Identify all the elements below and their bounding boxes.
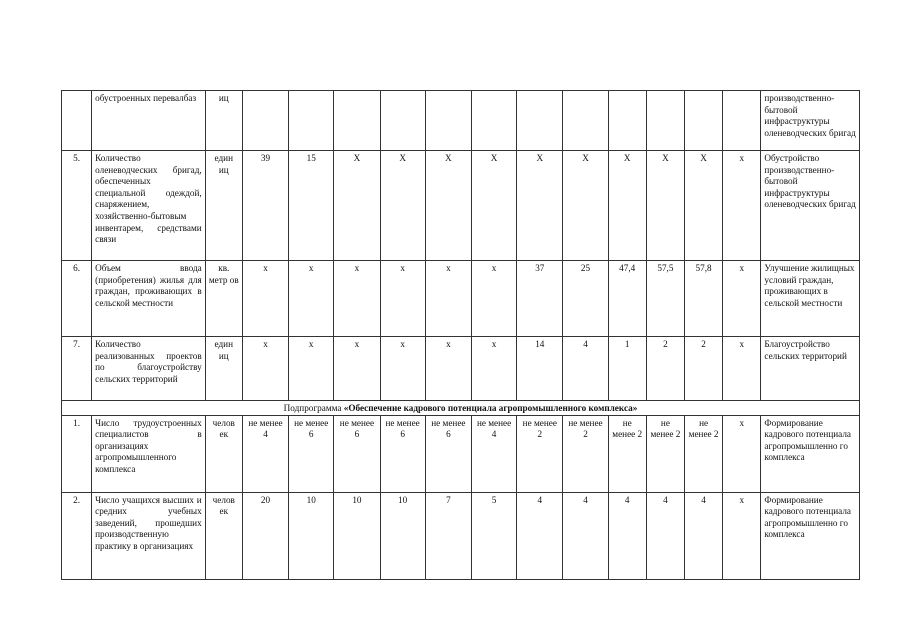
value-cell: X: [425, 151, 471, 261]
value-cell: не менее 6: [334, 415, 380, 492]
value-cell: 10: [289, 492, 334, 579]
table-row: [62, 261, 860, 337]
value-cell: 57,5: [646, 261, 684, 337]
value-cell: X: [517, 151, 563, 261]
value-cell: X: [646, 151, 684, 261]
value-cell: [646, 91, 684, 151]
value-cell: x: [723, 492, 761, 579]
value-cell: не менее 2: [608, 415, 646, 492]
value-cell: не менее 2: [517, 415, 563, 492]
subprogram-prefix: Подпрограмма: [283, 403, 344, 413]
indicator-name: обустроенных перевалбаз: [92, 91, 206, 151]
value-cell: x: [471, 261, 516, 337]
value-cell: X: [471, 151, 516, 261]
value-cell: x: [723, 337, 761, 401]
result-cell: Формирование кадрового потенциала агропромышленно го комплекса: [761, 492, 860, 579]
result-cell: Формирование кадрового потенциала агропромышленно го комплекса: [761, 415, 860, 492]
table-row: [62, 91, 860, 151]
value-cell: не менее 6: [289, 415, 334, 492]
value-cell: 47,4: [608, 261, 646, 337]
value-cell: x: [242, 261, 288, 337]
value-cell: X: [563, 151, 608, 261]
value-cell: не менее 4: [242, 415, 288, 492]
value-cell: 10: [334, 492, 380, 579]
row-number: 1.: [62, 415, 92, 492]
value-cell: x: [380, 261, 425, 337]
row-number: 7.: [62, 337, 92, 401]
row-number: 2.: [62, 492, 92, 579]
value-cell: X: [685, 151, 723, 261]
value-cell: x: [425, 261, 471, 337]
value-cell: 5: [471, 492, 516, 579]
indicator-name: Число трудоустроенных специалистов в организациях агропромышленного комплекса: [92, 415, 206, 492]
subprogram-name: «Обеспечение кадрового потенциала агропромышленного комплекса»: [343, 403, 638, 413]
value-cell: 14: [517, 337, 563, 401]
value-cell: [608, 91, 646, 151]
table-row: [62, 415, 860, 492]
indicator-name: Число учащихся высших и средних учебных заведений, прошедших производственную практику в организациях: [92, 492, 206, 579]
value-cell: не менее 2: [685, 415, 723, 492]
value-cell: 15: [289, 151, 334, 261]
value-cell: [685, 91, 723, 151]
subprogram-row: [62, 401, 860, 416]
table-row: [62, 151, 860, 261]
unit-cell: един иц: [205, 337, 242, 401]
value-cell: x: [723, 261, 761, 337]
value-cell: x: [334, 337, 380, 401]
value-cell: не менее 6: [380, 415, 425, 492]
value-cell: x: [471, 337, 516, 401]
value-cell: 10: [380, 492, 425, 579]
value-cell: не менее 2: [563, 415, 608, 492]
unit-cell: един иц: [205, 151, 242, 261]
value-cell: 20: [242, 492, 288, 579]
result-cell: Благоустройство сельских территорий: [761, 337, 860, 401]
indicator-name: Объем ввода (приобретения) жилья для граждан, проживающих в сельской местности: [92, 261, 206, 337]
value-cell: не менее 2: [646, 415, 684, 492]
value-cell: x: [289, 337, 334, 401]
indicator-name: Количество оленеводческих бригад, обеспеченных специальной одеждой, снаряжением, хозяйственно-бытовым инвентарем, средствами связи: [92, 151, 206, 261]
value-cell: не менее 4: [471, 415, 516, 492]
result-cell: производственно-бытовой инфраструктуры оленеводческих бригад: [761, 91, 860, 151]
value-cell: 57,8: [685, 261, 723, 337]
value-cell: 4: [608, 492, 646, 579]
value-cell: 7: [425, 492, 471, 579]
value-cell: 37: [517, 261, 563, 337]
indicator-name: Количество реализованных проектов по благоустройству сельских территорий: [92, 337, 206, 401]
value-cell: 4: [646, 492, 684, 579]
value-cell: 4: [563, 337, 608, 401]
value-cell: 4: [517, 492, 563, 579]
indicators-table: [61, 90, 860, 580]
value-cell: не менее 6: [425, 415, 471, 492]
value-cell: x: [723, 151, 761, 261]
unit-cell: иц: [205, 91, 242, 151]
value-cell: x: [334, 261, 380, 337]
value-cell: x: [723, 415, 761, 492]
subprogram-title: [62, 401, 860, 416]
value-cell: [723, 91, 761, 151]
value-cell: X: [608, 151, 646, 261]
result-cell: Улучшение жилищных условий граждан, проживающих в сельской местности: [761, 261, 860, 337]
value-cell: [380, 91, 425, 151]
value-cell: [425, 91, 471, 151]
row-number: [62, 91, 92, 151]
value-cell: [289, 91, 334, 151]
value-cell: [563, 91, 608, 151]
value-cell: 39: [242, 151, 288, 261]
value-cell: x: [242, 337, 288, 401]
value-cell: 4: [563, 492, 608, 579]
unit-cell: челов ек: [205, 492, 242, 579]
value-cell: x: [425, 337, 471, 401]
value-cell: x: [380, 337, 425, 401]
value-cell: 2: [685, 337, 723, 401]
value-cell: 4: [685, 492, 723, 579]
value-cell: [517, 91, 563, 151]
value-cell: 2: [646, 337, 684, 401]
value-cell: 25: [563, 261, 608, 337]
value-cell: [334, 91, 380, 151]
row-number: 6.: [62, 261, 92, 337]
row-number: 5.: [62, 151, 92, 261]
table-row: [62, 492, 860, 579]
value-cell: x: [289, 261, 334, 337]
unit-cell: кв. метр ов: [205, 261, 242, 337]
value-cell: [242, 91, 288, 151]
value-cell: [471, 91, 516, 151]
value-cell: X: [380, 151, 425, 261]
value-cell: X: [334, 151, 380, 261]
value-cell: 1: [608, 337, 646, 401]
table-row: [62, 337, 860, 401]
unit-cell: челов ек: [205, 415, 242, 492]
result-cell: Обустройство производственно-бытовой инфраструктуры оленеводческих бригад: [761, 151, 860, 261]
